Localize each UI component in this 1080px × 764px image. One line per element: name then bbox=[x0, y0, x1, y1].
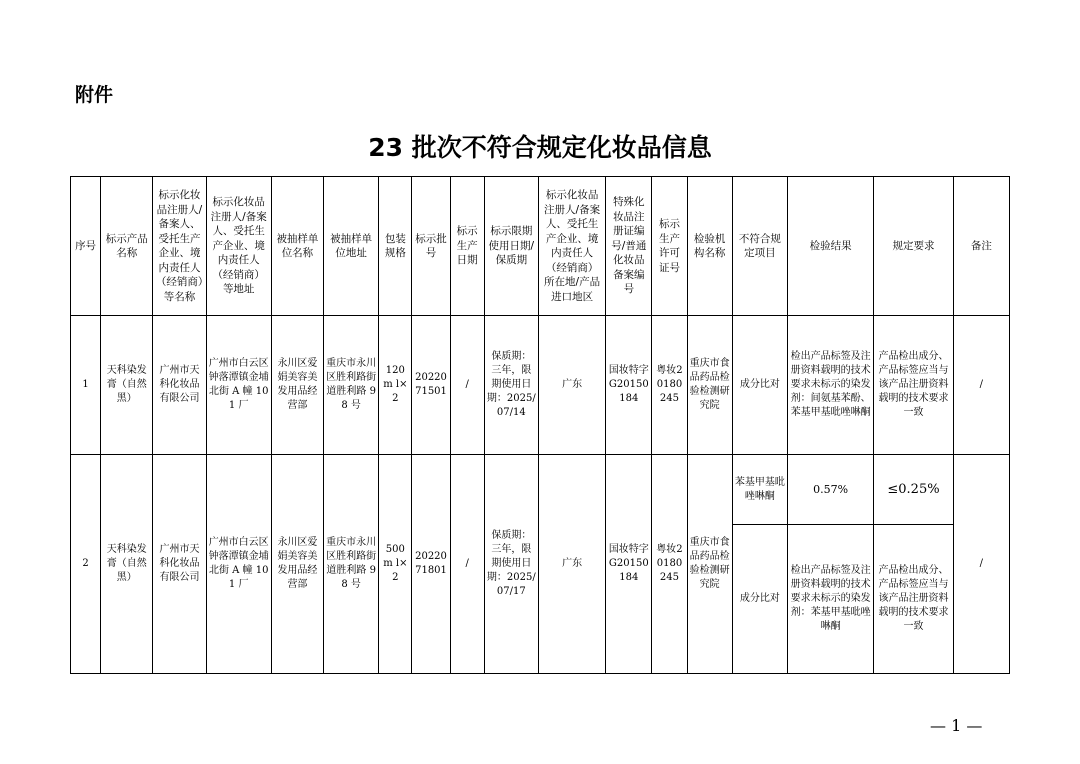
requirement: 产品检出成分、产品标签应当与该产品注册资料载明的技术要求一致 bbox=[874, 316, 953, 455]
header-cell: 规定要求 bbox=[874, 177, 953, 316]
row-number: 2 bbox=[71, 455, 101, 674]
inspection-result: 检出产品标签及注册资料载明的技术要求未标示的染发剂：间氨基苯酚、苯基甲基吡唑啉酮 bbox=[787, 316, 873, 455]
header-cell: 备注 bbox=[953, 177, 1009, 316]
requirement: 产品检出成分、产品标签应当与该产品注册资料载明的技术要求一致 bbox=[874, 525, 953, 674]
inspection-agency: 重庆市食品药品检验检测研究院 bbox=[687, 316, 732, 455]
header-cell: 不符合规定项目 bbox=[732, 177, 787, 316]
noncompliant-cosmetics-table bbox=[70, 176, 1010, 674]
sampled-unit: 永川区爱娟美容美发用品经营部 bbox=[271, 316, 323, 455]
batch-number: 2022071801 bbox=[412, 455, 450, 674]
header-cell: 被抽样单位名称 bbox=[271, 177, 323, 316]
company-address: 广州市白云区钟落潭镇金埔北街 A 幢 101 厂 bbox=[206, 455, 271, 674]
header-cell: 包装规格 bbox=[379, 177, 412, 316]
header-cell: 标示化妆品注册人/备案人、受托生产企业、境内责任人（经销商）等名称 bbox=[153, 177, 206, 316]
production-date: / bbox=[450, 316, 484, 455]
header-cell: 标示化妆品注册人/备案人、受托生产企业、境内责任人（经销商）所在地/产品进口地区 bbox=[538, 177, 605, 316]
company-address: 广州市白云区钟落潭镇金埔北街 A 幢 101 厂 bbox=[206, 316, 271, 455]
sampled-address: 重庆市永川区胜利路街道胜利路 98 号 bbox=[324, 316, 379, 455]
header-cell: 标示产品名称 bbox=[101, 177, 153, 316]
registration-number: 国妆特字G20150184 bbox=[606, 455, 652, 674]
shelf-life: 保质期：三年，限期使用日期：2025/07/14 bbox=[484, 316, 538, 455]
header-cell: 被抽样单位地址 bbox=[324, 177, 379, 316]
batch-number: 2022071501 bbox=[412, 316, 450, 455]
nonconforming-item: 成分比对 bbox=[732, 525, 787, 674]
nonconforming-item: 苯基甲基吡唑啉酮 bbox=[732, 455, 787, 525]
company-name: 广州市天科化妆品有限公司 bbox=[153, 455, 206, 674]
row-number: 1 bbox=[71, 316, 101, 455]
inspection-result: 0.57% bbox=[787, 455, 873, 525]
header-cell: 特殊化妆品注册证编号/普通化妆品备案编号 bbox=[606, 177, 652, 316]
header-cell: 标示生产日期 bbox=[450, 177, 484, 316]
nonconforming-item: 成分比对 bbox=[732, 316, 787, 455]
header-cell: 标示批号 bbox=[412, 177, 450, 316]
table-row bbox=[71, 455, 1010, 525]
sampled-unit: 永川区爱娟美容美发用品经营部 bbox=[271, 455, 323, 674]
inspection-result: 检出产品标签及注册资料载明的技术要求未标示的染发剂：苯基甲基吡唑啉酮 bbox=[787, 525, 873, 674]
product-name: 天科染发膏（自然黑） bbox=[101, 316, 153, 455]
license-number: 粤妆20180245 bbox=[652, 455, 687, 674]
header-cell: 检验机构名称 bbox=[687, 177, 732, 316]
region: 广东 bbox=[538, 316, 605, 455]
product-name: 天科染发膏（自然黑） bbox=[101, 455, 153, 674]
table-header-row bbox=[71, 177, 1010, 316]
remark: / bbox=[953, 455, 1009, 674]
document-title: 23 批次不符合规定化妆品信息 bbox=[368, 133, 712, 162]
header-cell: 标示生产许可证号 bbox=[652, 177, 687, 316]
license-number: 粤妆20180245 bbox=[652, 316, 687, 455]
shelf-life: 保质期：三年，限期使用日期：2025/07/17 bbox=[484, 455, 538, 674]
inspection-agency: 重庆市食品药品检验检测研究院 bbox=[687, 455, 732, 674]
region: 广东 bbox=[538, 455, 605, 674]
header-cell: 标示化妆品注册人/备案人、受托生产企业、境内责任人（经销商）等地址 bbox=[206, 177, 271, 316]
sampled-address: 重庆市永川区胜利路街道胜利路 98 号 bbox=[324, 455, 379, 674]
header-cell: 序号 bbox=[71, 177, 101, 316]
company-name: 广州市天科化妆品有限公司 bbox=[153, 316, 206, 455]
registration-number: 国妆特字G20150184 bbox=[606, 316, 652, 455]
header-cell: 标示限期使用日期/保质期 bbox=[484, 177, 538, 316]
package-spec: 500m l×2 bbox=[379, 455, 412, 674]
package-spec: 120m l×2 bbox=[379, 316, 412, 455]
table-row bbox=[71, 316, 1010, 455]
remark: / bbox=[953, 316, 1009, 455]
page-number: — 1 — bbox=[930, 716, 983, 735]
production-date: / bbox=[450, 455, 484, 674]
requirement: ≤0.25% bbox=[874, 455, 953, 525]
attachment-label: 附件 bbox=[75, 84, 114, 106]
header-cell: 检验结果 bbox=[787, 177, 873, 316]
